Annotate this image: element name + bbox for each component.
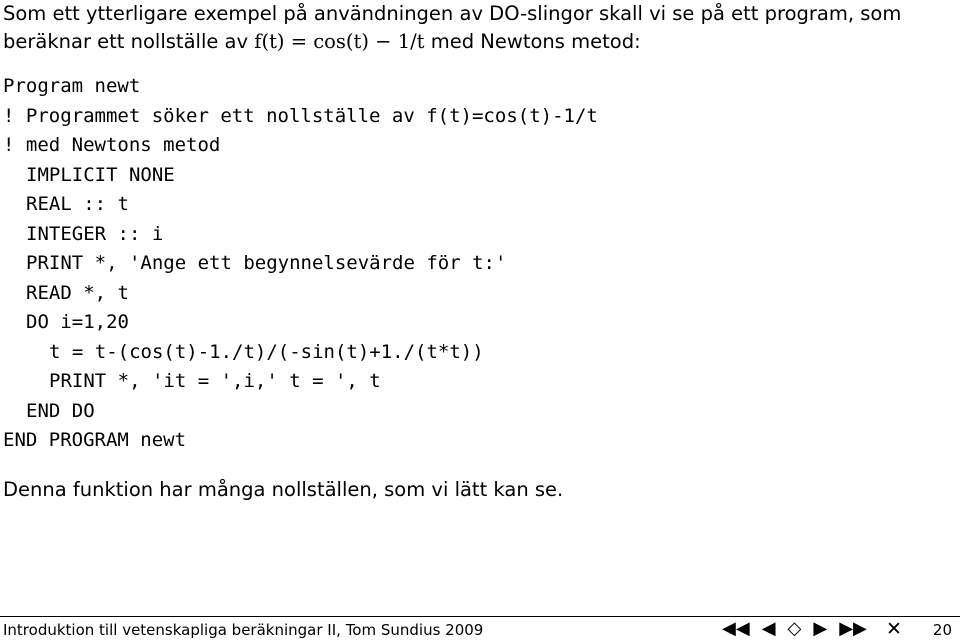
code-line: DO i=1,20 xyxy=(26,311,129,333)
intro-text-part1: Som ett ytterligare exempel på användningen av DO-slingor skall vi se på ett program, som beräknar ett nollställe av xyxy=(3,2,902,53)
code-line: Program newt xyxy=(3,75,141,97)
code-line: ! Programmet söker ett nollställe av f(t)=cos(t)-1/t xyxy=(3,104,598,127)
last-page-icon[interactable]: ▶▶ xyxy=(839,618,867,639)
footer-bar xyxy=(0,616,960,641)
code-line: REAL :: t xyxy=(26,193,129,215)
code-line: END DO xyxy=(26,399,95,422)
intro-paragraph xyxy=(3,0,958,56)
prev-page-icon[interactable]: ◀ xyxy=(761,618,776,639)
code-line: IMPLICIT NONE xyxy=(26,163,175,186)
page-number: 20 xyxy=(932,621,952,639)
first-page-icon[interactable]: ◀◀ xyxy=(722,618,750,639)
code-line: t = t-(cos(t)-1./t)/(-sin(t)+1./(t*t)) xyxy=(49,340,484,363)
code-line: ! med Newtons metod xyxy=(3,134,221,156)
code-line: END PROGRAM newt xyxy=(3,429,187,451)
navigation-controls xyxy=(722,617,867,641)
intro-text-part2: med Newtons metod: xyxy=(424,30,641,53)
code-line: PRINT *, 'Ange ett begynnelsevärde för t:' xyxy=(26,252,507,274)
code-line: READ *, t xyxy=(26,281,129,304)
close-icon[interactable]: ✕ xyxy=(886,618,902,640)
footer-title: Introduktion till vetenskapliga beräkningar II, Tom Sundius 2009 xyxy=(3,621,484,639)
outro-paragraph: Denna funktion har många nollställen, som vi lätt kan se. xyxy=(3,478,564,501)
intro-formula: f(t) = cos(t) − 1/t xyxy=(254,30,425,53)
code-listing xyxy=(0,72,598,456)
code-line: PRINT *, 'it = ',i,' t = ', t xyxy=(49,370,381,392)
back-icon[interactable]: ◇ xyxy=(787,618,802,639)
next-page-icon[interactable]: ▶ xyxy=(813,618,828,639)
code-line: INTEGER :: i xyxy=(26,222,164,245)
